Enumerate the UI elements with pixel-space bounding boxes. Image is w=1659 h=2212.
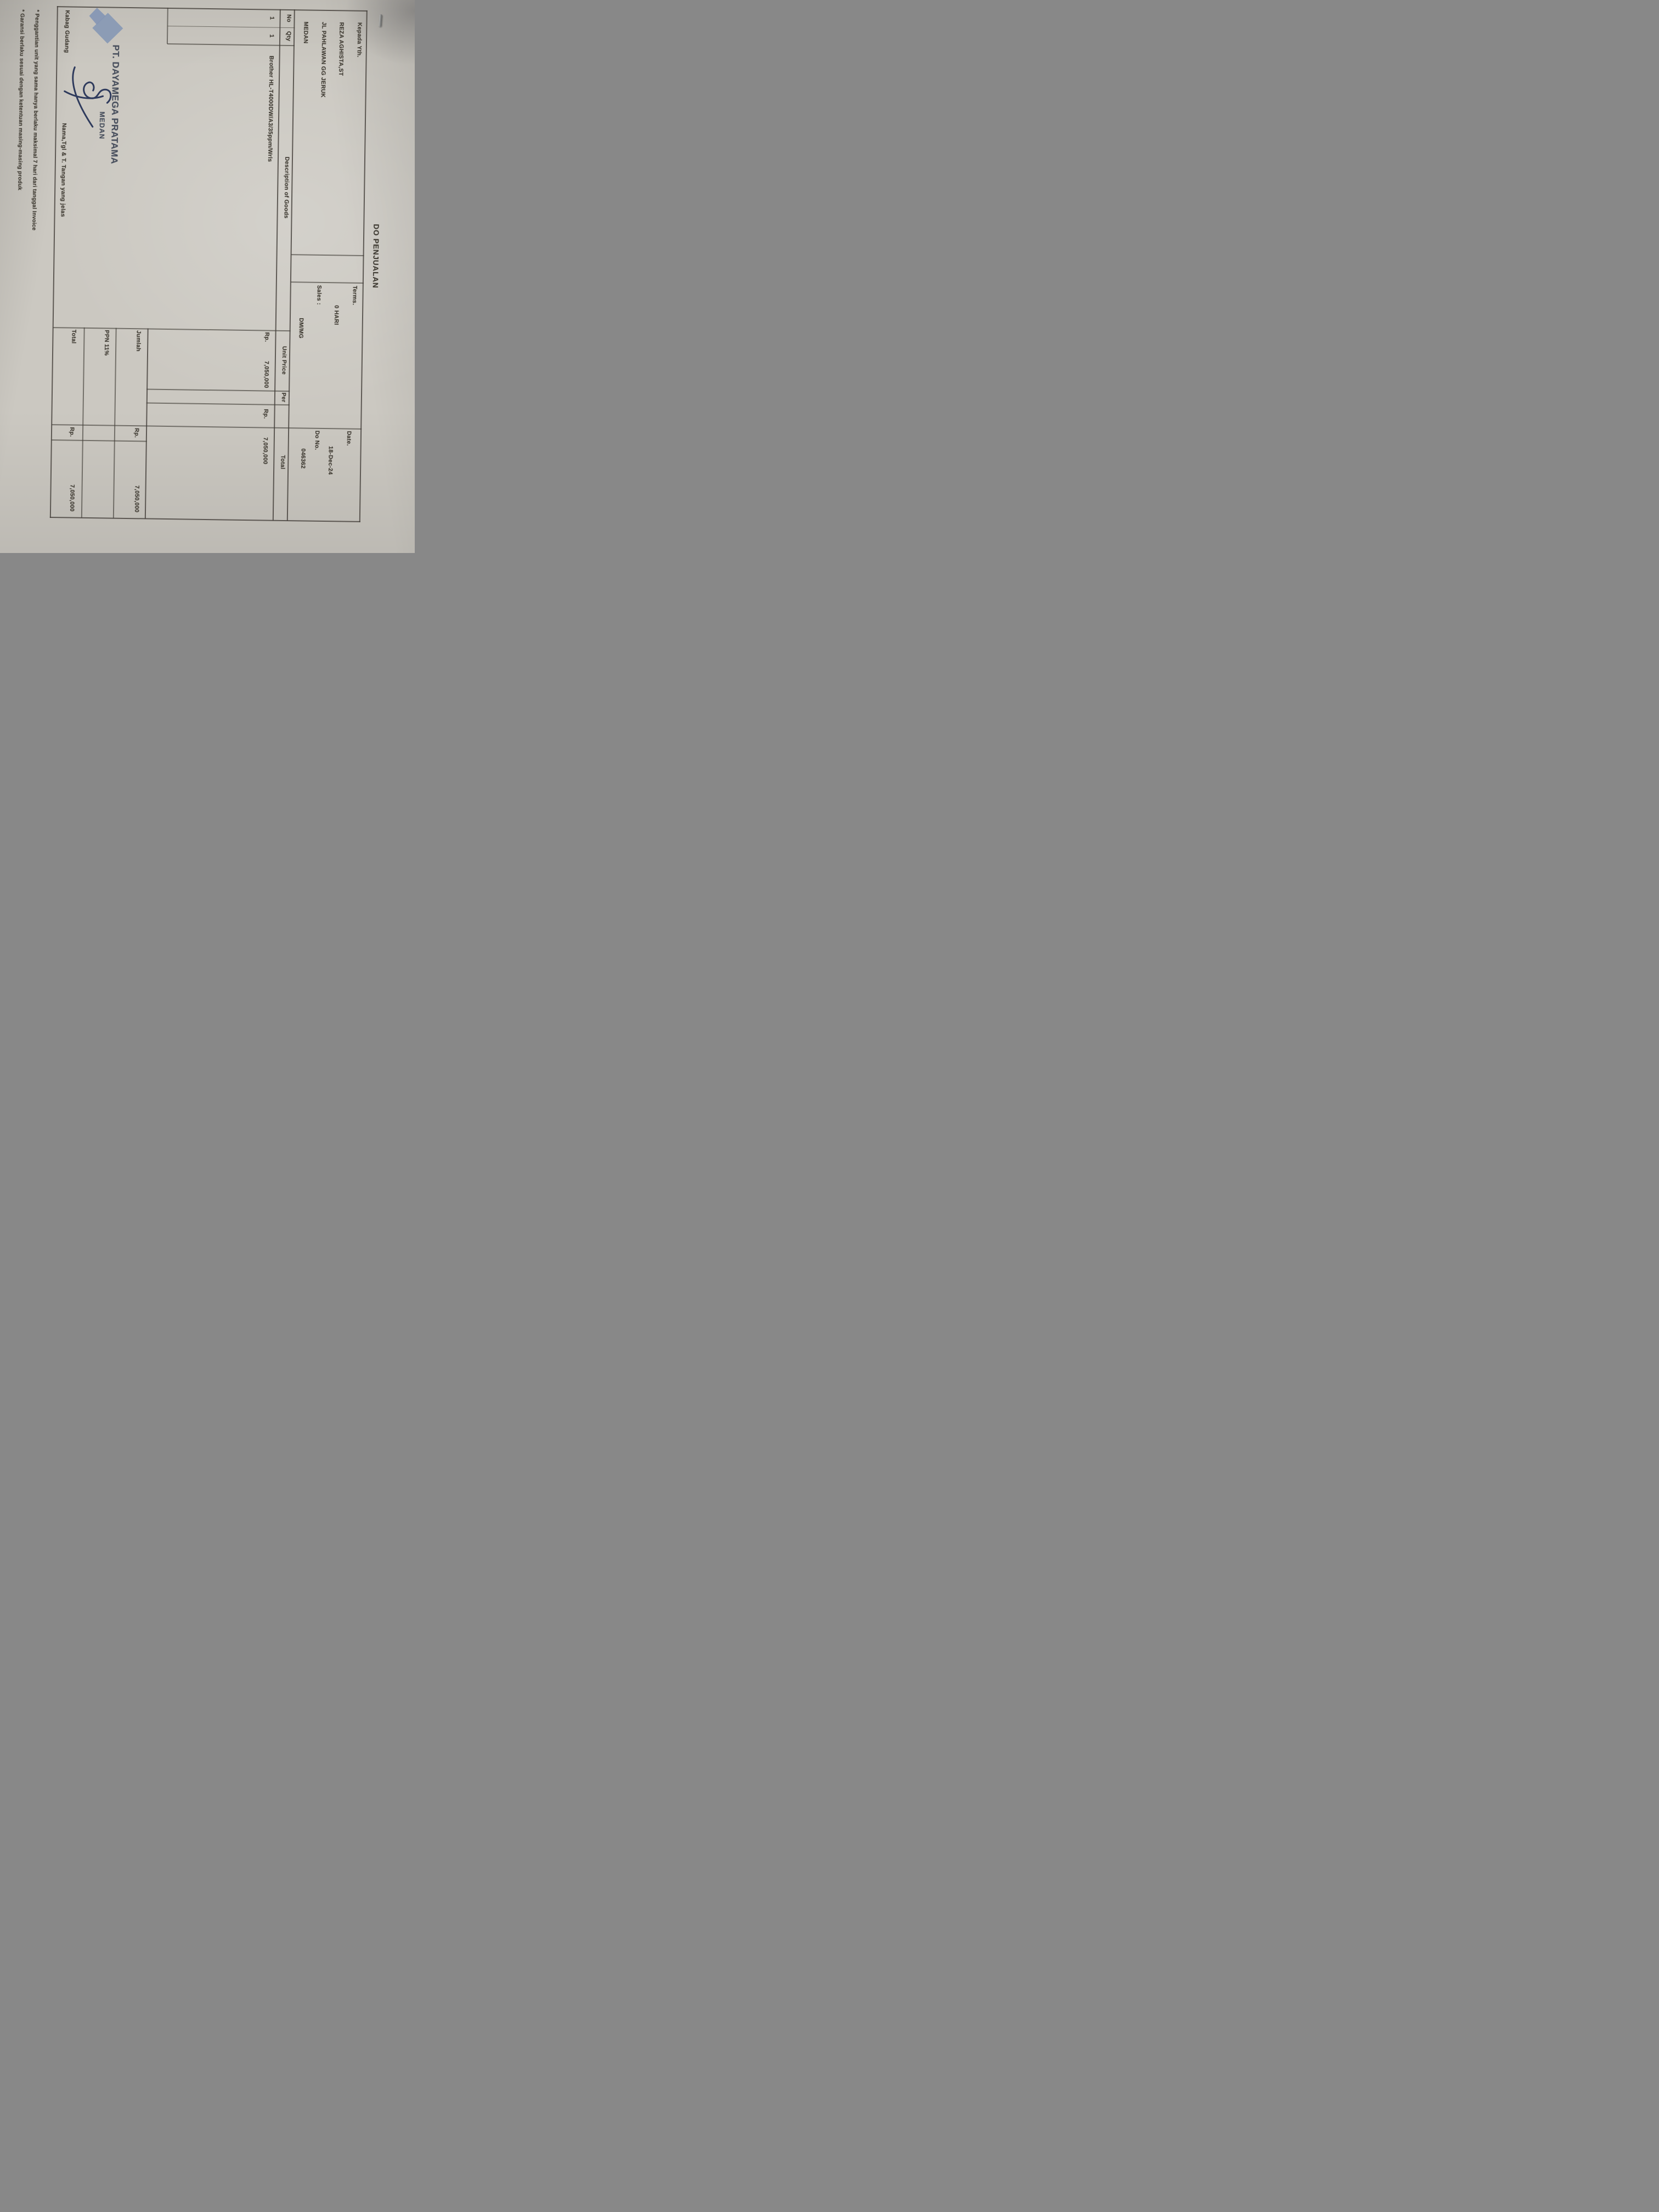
header-no: No	[285, 14, 292, 22]
signature-note-label: Nama,Tgl & T. Tangan yang jelas	[59, 123, 67, 217]
info-divider-1	[291, 254, 364, 256]
company-logo-diamond-icon	[88, 6, 125, 46]
footnote-warranty: * Garansi berlaku sesuai dengan ketentuan masing-masing produk	[16, 9, 25, 191]
do-no-value: 046362	[300, 448, 307, 469]
col-line-unitprice-per	[146, 388, 290, 391]
sales-label: Sales :	[315, 285, 323, 305]
col-line-desc-unitprice	[53, 327, 291, 331]
summary-total-label: Total	[70, 329, 77, 344]
footnote-replacement: * Penggantian unit yang sama hanya berlaku maksimal 7 hari dari tanggal Invoice	[31, 9, 40, 231]
summary-ppn-label: PPN 11%	[103, 330, 110, 356]
recipient-city: MEDAN	[302, 21, 309, 44]
date-value: 18-Dec-24	[326, 446, 334, 475]
do-penjualan-document	[0, 0, 415, 553]
summary-row-line-1	[113, 328, 116, 518]
summary-col-line-amount	[52, 439, 147, 442]
signature-role-label: Kabag Gudang	[63, 10, 71, 53]
header-unit-price: Unit Price	[280, 346, 288, 375]
info-divider-terms	[291, 281, 364, 283]
row-total: 7,050,000	[262, 437, 269, 465]
document-title: DO PENJUALAN	[371, 224, 381, 289]
col-line-per-total	[146, 402, 290, 405]
row-no: 1	[268, 16, 275, 20]
summary-jumlah-currency: Rp.	[133, 428, 140, 438]
row-qty: 1	[268, 34, 275, 38]
do-no-label: Do No.	[313, 430, 321, 450]
summary-jumlah-label: Jumlah	[135, 330, 142, 352]
row-unit-currency: Rp.	[263, 332, 270, 342]
table-border-top	[359, 10, 368, 522]
terms-label: Terms.	[351, 285, 358, 306]
summary-row-line-2	[81, 328, 84, 518]
table-border-right	[50, 517, 360, 522]
header-description: Description of Goods	[283, 156, 291, 219]
header-qty: Qty	[285, 31, 292, 42]
summary-jumlah-value: 7,050,000	[133, 485, 140, 513]
summary-total-currency: Rp.	[68, 427, 76, 437]
header-total: Total	[279, 455, 286, 470]
summary-col-line-rp	[52, 424, 289, 428]
recipient-address: JL PAHLAWAN GG JERUK	[319, 21, 328, 98]
col-line-no-qty	[167, 25, 295, 28]
date-label: Date.	[345, 431, 353, 446]
recipient-name: REZA AGHISTA,ST	[337, 22, 345, 76]
header-per: Per	[280, 392, 287, 403]
photo-of-sales-delivery-order	[0, 0, 415, 553]
row-total-currency: Rp.	[262, 409, 269, 419]
stamp-company-city: MEDAN	[98, 111, 106, 140]
recipient-label: Kepada Yth.	[356, 22, 363, 58]
table-border-bottom	[50, 6, 58, 518]
info-divider-date	[289, 427, 362, 429]
row-description: Brother HL-T4000DW/A3/35ppm/Wrls	[266, 55, 275, 162]
summary-total-value: 7,050,000	[68, 484, 76, 512]
sales-value: DM/MG	[297, 318, 304, 339]
summary-top-line	[145, 328, 149, 518]
stamp-company-name: PT. DAYAMEGA PRATAMA	[109, 44, 121, 165]
col-line-qty-desc	[167, 43, 295, 46]
row-unit-price: 7,050,000	[263, 361, 270, 388]
signature-scribble	[60, 59, 116, 131]
terms-value: 0 HARI	[332, 305, 340, 325]
